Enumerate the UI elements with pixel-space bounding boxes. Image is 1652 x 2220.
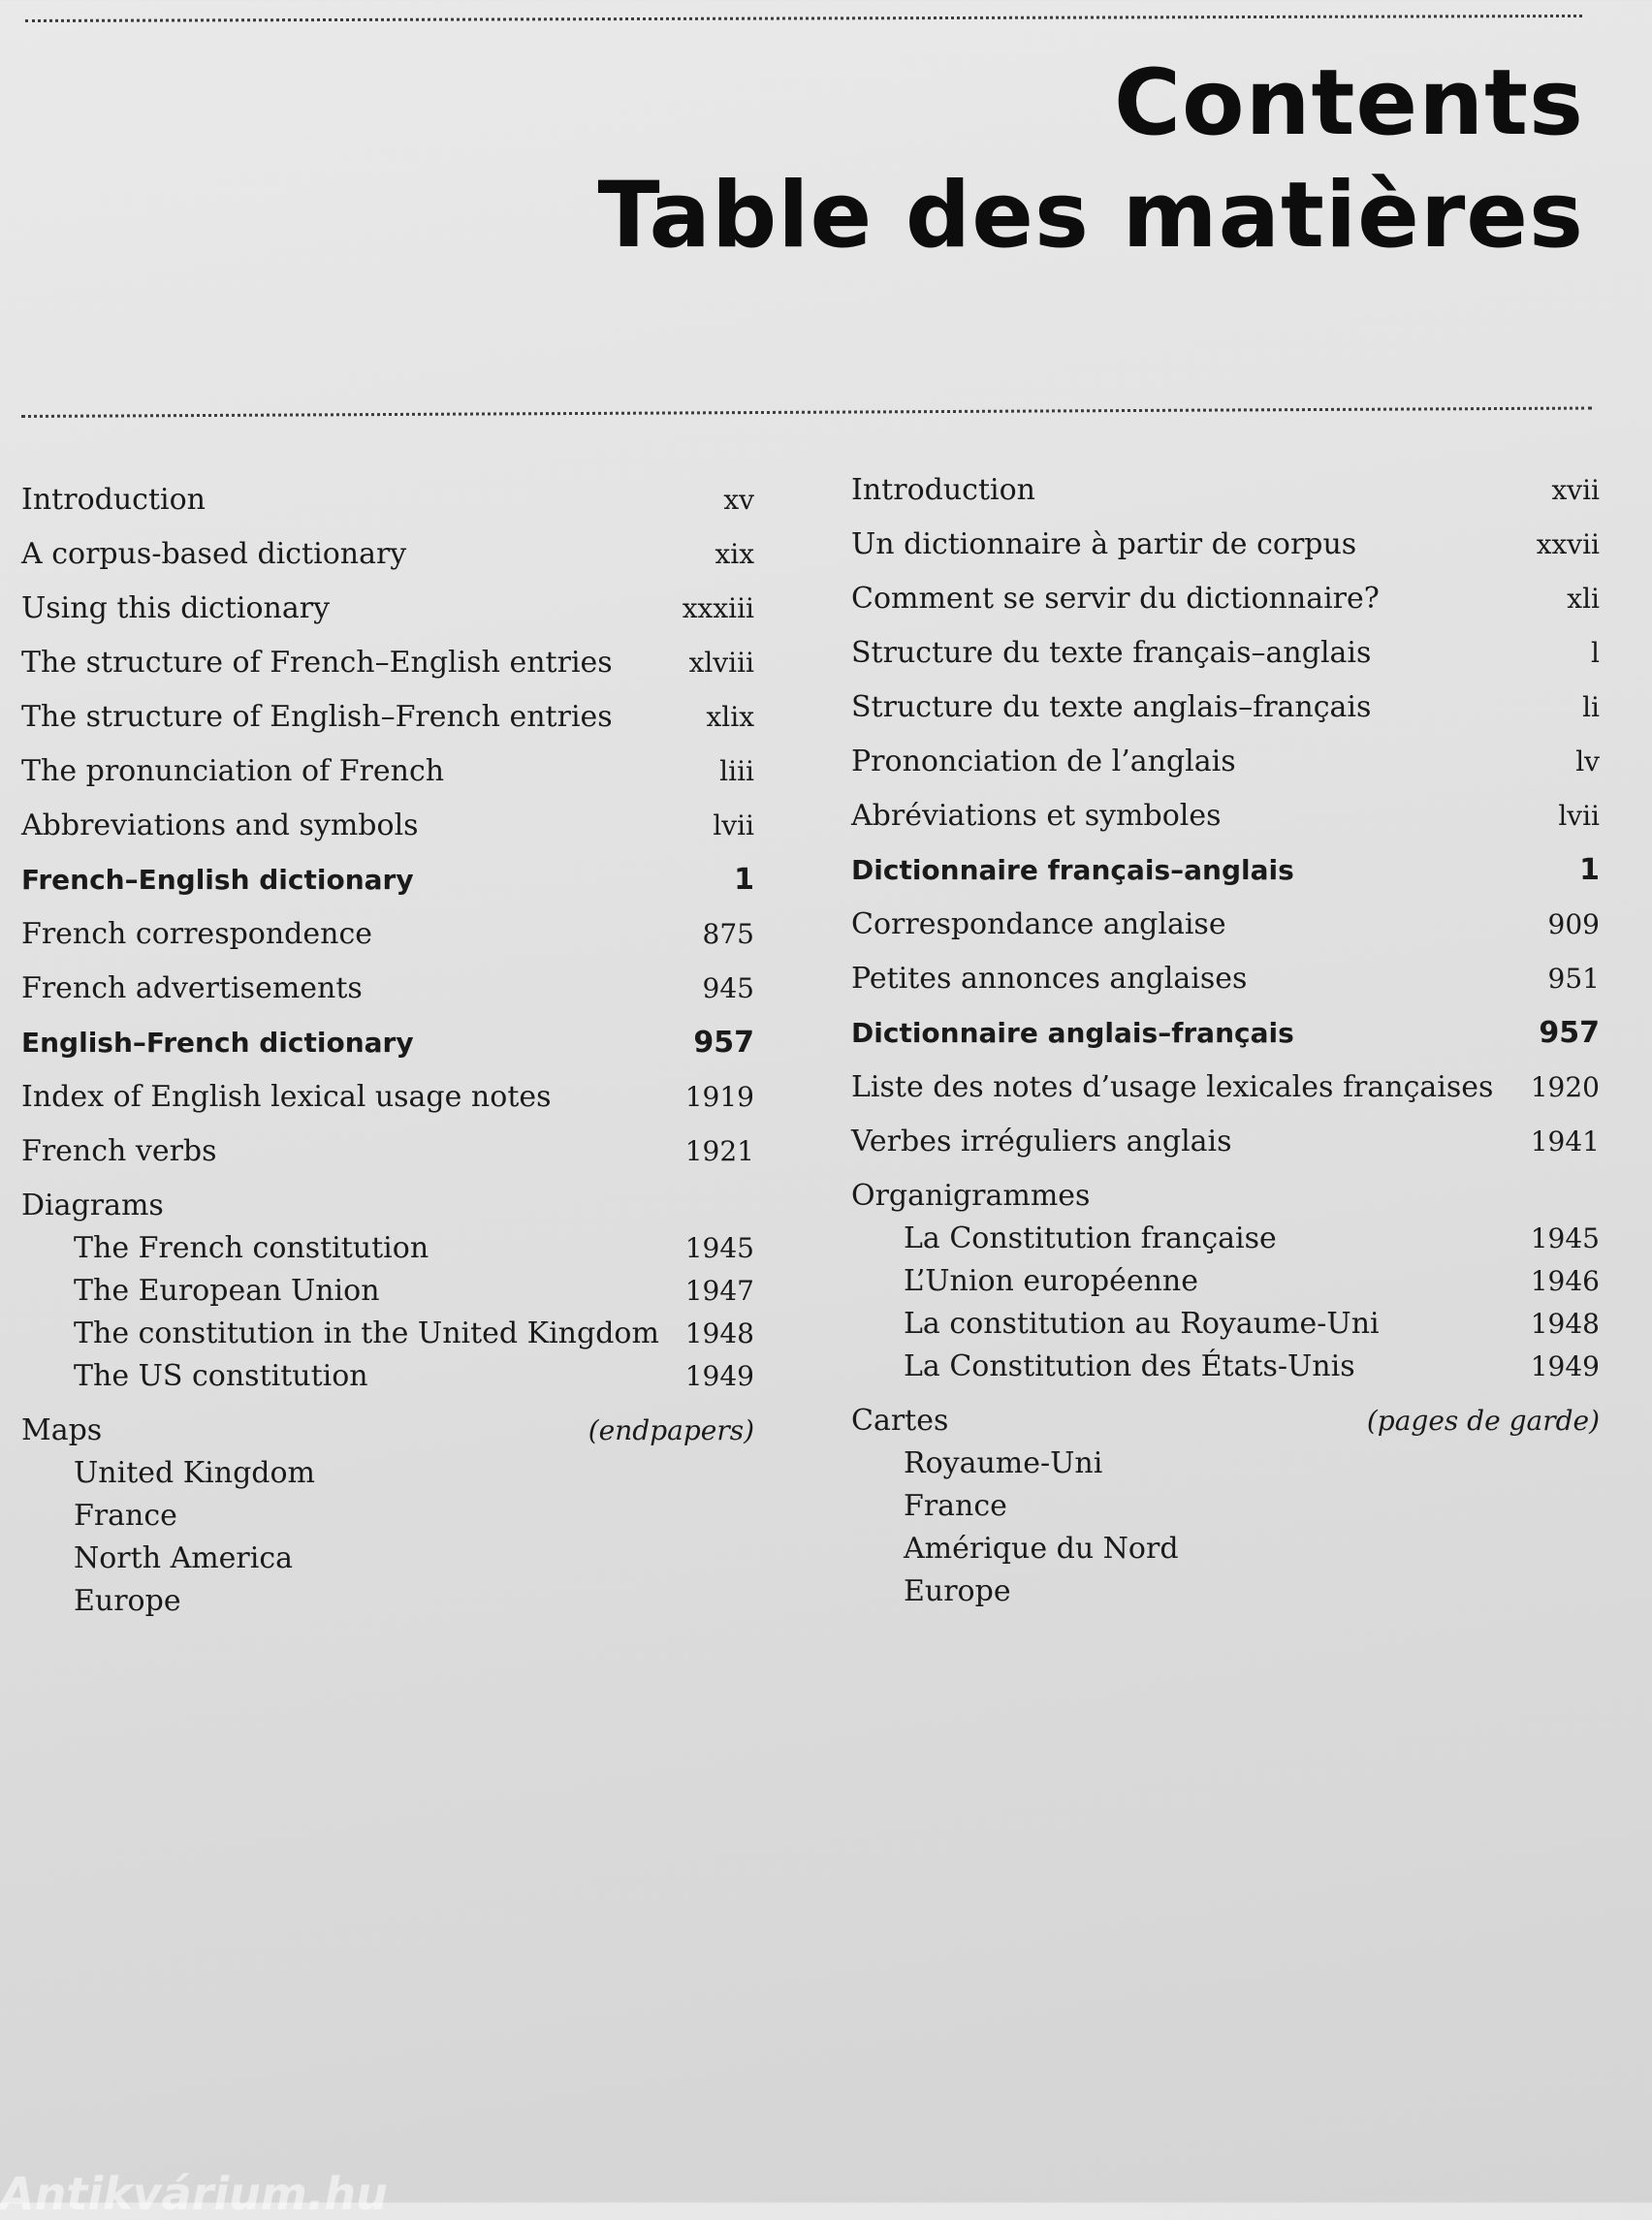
french-toc-label: Petites annonces anglaises bbox=[851, 962, 1248, 996]
french-toc-row bbox=[851, 1307, 1600, 1349]
page-title-french: Table des matières bbox=[597, 163, 1584, 269]
english-toc-page-number: 1919 bbox=[684, 1081, 754, 1113]
english-toc-row bbox=[21, 1541, 754, 1584]
french-toc-label: Abréviations et symboles bbox=[851, 799, 1222, 833]
french-toc-row bbox=[851, 473, 1600, 516]
english-toc-row bbox=[21, 1359, 754, 1402]
english-toc-row bbox=[21, 1134, 754, 1177]
french-toc-label: L’Union européenne bbox=[904, 1264, 1198, 1298]
english-toc-page-number: liii bbox=[719, 755, 754, 787]
french-toc-label: Royaume-Uni bbox=[904, 1446, 1103, 1480]
french-toc-label: France bbox=[904, 1489, 1007, 1523]
english-toc-page-number: 957 bbox=[693, 1026, 754, 1060]
french-toc-row bbox=[851, 962, 1600, 1004]
french-toc-page-number: 1941 bbox=[1530, 1126, 1600, 1158]
french-toc-label: La Constitution française bbox=[904, 1221, 1277, 1255]
french-toc-page-number: 1945 bbox=[1530, 1222, 1600, 1254]
section-dotted-rule bbox=[21, 407, 1592, 418]
french-toc-label: Organigrammes bbox=[851, 1179, 1091, 1213]
french-toc-page-number: 1948 bbox=[1530, 1308, 1600, 1340]
french-toc-page-number: li bbox=[1582, 691, 1600, 723]
french-toc-row bbox=[851, 636, 1600, 679]
english-toc-page-number: lvii bbox=[713, 809, 754, 841]
english-toc-row bbox=[21, 591, 754, 634]
english-toc-row bbox=[21, 1026, 754, 1068]
french-toc-row bbox=[851, 1349, 1600, 1392]
english-toc-label: The constitution in the United Kingdom bbox=[74, 1316, 659, 1350]
english-toc-label: English–French dictionary bbox=[21, 1027, 414, 1059]
french-toc-row bbox=[851, 1574, 1600, 1617]
english-toc-page-number: xv bbox=[723, 484, 754, 516]
english-toc-label: Abbreviations and symbols bbox=[21, 809, 419, 842]
english-toc-label: The European Union bbox=[74, 1274, 380, 1308]
english-toc-row bbox=[21, 971, 754, 1014]
french-toc-row bbox=[851, 582, 1600, 624]
english-toc-row bbox=[21, 917, 754, 960]
english-toc-label: French–English dictionary bbox=[21, 864, 414, 896]
english-toc-label: A corpus-based dictionary bbox=[21, 537, 407, 571]
french-toc-page-number: l bbox=[1591, 637, 1600, 669]
english-toc-label: French advertisements bbox=[21, 971, 363, 1005]
english-toc-row bbox=[21, 646, 754, 688]
english-toc-page-number: 1945 bbox=[684, 1232, 754, 1264]
french-toc-page-number: 909 bbox=[1547, 908, 1600, 940]
french-toc-row bbox=[851, 799, 1600, 841]
french-toc-label: Correspondance anglaise bbox=[851, 907, 1226, 941]
english-toc-page-number: xlviii bbox=[688, 647, 754, 679]
english-toc-label: Diagrams bbox=[21, 1189, 164, 1222]
english-toc-label: French verbs bbox=[21, 1134, 217, 1168]
french-toc-row bbox=[851, 745, 1600, 787]
english-toc-page-number: xxxiii bbox=[682, 592, 754, 624]
english-toc-row bbox=[21, 537, 754, 580]
french-toc-label: Un dictionnaire à partir de corpus bbox=[851, 527, 1357, 561]
french-toc-row bbox=[851, 1070, 1600, 1113]
french-toc-page-number: 1949 bbox=[1530, 1350, 1600, 1382]
english-toc-label: The structure of French–English entries bbox=[21, 646, 613, 680]
french-toc-label: Europe bbox=[904, 1574, 1011, 1608]
french-toc-label: Amérique du Nord bbox=[904, 1532, 1179, 1566]
french-toc-page-number: 1946 bbox=[1530, 1265, 1600, 1297]
english-toc-row bbox=[21, 483, 754, 525]
english-toc-row bbox=[21, 1456, 754, 1499]
english-toc-label: Using this dictionary bbox=[21, 591, 331, 625]
french-toc-page-number: xli bbox=[1567, 583, 1600, 615]
french-toc-row bbox=[851, 1404, 1600, 1446]
french-toc-label: Comment se servir du dictionnaire? bbox=[851, 582, 1380, 616]
english-toc-page-number: (endpapers) bbox=[588, 1414, 754, 1446]
english-toc-label: Index of English lexical usage notes bbox=[21, 1080, 552, 1114]
french-toc-label: Structure du texte français–anglais bbox=[851, 636, 1372, 670]
english-toc-row bbox=[21, 1499, 754, 1541]
french-toc-page-number: xxvii bbox=[1536, 528, 1600, 560]
english-toc-label: Europe bbox=[74, 1584, 181, 1618]
french-toc-row bbox=[851, 1221, 1600, 1264]
english-toc-row bbox=[21, 754, 754, 797]
english-toc-page-number: 945 bbox=[702, 972, 754, 1004]
english-toc-page-number: 1948 bbox=[684, 1317, 754, 1349]
french-toc-label: Introduction bbox=[851, 473, 1035, 507]
page-title-english: Contents bbox=[1114, 50, 1584, 156]
english-toc-row bbox=[21, 1584, 754, 1627]
english-toc-row bbox=[21, 1316, 754, 1359]
english-toc-page-number: xlix bbox=[706, 701, 754, 733]
french-toc-label: La Constitution des États-Unis bbox=[904, 1349, 1355, 1383]
english-toc-page-number: 875 bbox=[702, 918, 754, 950]
english-toc-row bbox=[21, 1080, 754, 1123]
french-toc-label: Dictionnaire français–anglais bbox=[851, 854, 1294, 886]
english-toc-label: France bbox=[74, 1499, 177, 1533]
french-toc-row bbox=[851, 1489, 1600, 1532]
french-toc-label: Dictionnaire anglais–français bbox=[851, 1017, 1294, 1049]
french-toc-row bbox=[851, 1264, 1600, 1307]
english-toc-label: The US constitution bbox=[74, 1359, 368, 1393]
french-toc-page-number: lv bbox=[1575, 745, 1600, 777]
french-toc-row bbox=[851, 907, 1600, 950]
french-toc-row bbox=[851, 1016, 1600, 1059]
french-toc-label: Liste des notes d’usage lexicales françaises bbox=[851, 1070, 1494, 1104]
english-toc-label: French correspondence bbox=[21, 917, 373, 951]
english-toc-row bbox=[21, 1274, 754, 1316]
french-toc-page-number: 1920 bbox=[1530, 1071, 1600, 1103]
english-toc-page-number: xix bbox=[715, 538, 754, 570]
english-toc-page-number: 1 bbox=[734, 863, 754, 897]
english-toc-label: North America bbox=[74, 1541, 294, 1575]
french-toc-row bbox=[851, 527, 1600, 570]
french-toc-page-number: lvii bbox=[1558, 800, 1600, 832]
english-toc-page-number: 1947 bbox=[684, 1275, 754, 1307]
french-toc-label: Structure du texte anglais–français bbox=[851, 690, 1372, 724]
french-toc-page-number: 957 bbox=[1539, 1016, 1600, 1050]
english-toc-label: The structure of English–French entries bbox=[21, 700, 613, 734]
french-toc-label: Prononciation de l’anglais bbox=[851, 745, 1236, 778]
english-toc-row bbox=[21, 700, 754, 743]
english-toc-row bbox=[21, 1413, 754, 1456]
watermark: Antikvárium.hu bbox=[0, 2168, 388, 2220]
french-toc-row bbox=[851, 1532, 1600, 1574]
english-toc-label: United Kingdom bbox=[74, 1456, 315, 1490]
top-dotted-rule bbox=[25, 15, 1582, 22]
french-toc-label: Verbes irréguliers anglais bbox=[851, 1125, 1232, 1158]
english-toc-label: The French constitution bbox=[74, 1231, 429, 1265]
french-toc-row bbox=[851, 1125, 1600, 1167]
french-toc-row bbox=[851, 853, 1600, 896]
english-toc-label: Introduction bbox=[21, 483, 206, 517]
english-toc-page-number: 1949 bbox=[684, 1360, 754, 1392]
french-toc-label: Cartes bbox=[851, 1404, 949, 1438]
english-toc-row bbox=[21, 1189, 754, 1231]
english-toc-row bbox=[21, 863, 754, 905]
french-toc-label: La constitution au Royaume-Uni bbox=[904, 1307, 1380, 1341]
english-toc-label: The pronunciation of French bbox=[21, 754, 445, 788]
french-toc-row bbox=[851, 1179, 1600, 1221]
english-toc-label: Maps bbox=[21, 1413, 103, 1447]
french-toc-row bbox=[851, 690, 1600, 733]
french-toc-page-number: (pages de garde) bbox=[1366, 1405, 1600, 1437]
french-toc-row bbox=[851, 1446, 1600, 1489]
english-toc-page-number: 1921 bbox=[684, 1135, 754, 1167]
english-toc-row bbox=[21, 1231, 754, 1274]
english-toc-row bbox=[21, 809, 754, 851]
french-toc-page-number: 951 bbox=[1547, 963, 1600, 995]
french-toc-page-number: 1 bbox=[1579, 853, 1600, 887]
french-toc-page-number: xvii bbox=[1551, 474, 1600, 506]
